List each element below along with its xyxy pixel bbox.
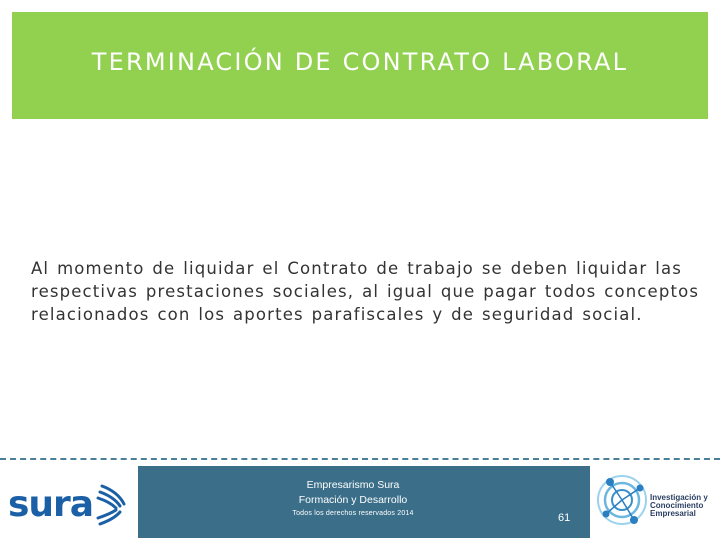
footer-line-2: Formación y Desarrollo: [298, 494, 408, 506]
research-logo-line-2: Conocimiento: [650, 501, 704, 510]
footer-copyright: Todos los derechos reservados 2014: [292, 510, 414, 517]
footer-line-1: Empresarismo Sura: [306, 479, 400, 491]
sura-logo-text: sura: [8, 484, 94, 525]
research-logo-line-3: Empresarial: [650, 509, 696, 518]
footer-divider: [0, 458, 720, 460]
footer-left: [0, 466, 138, 540]
research-logo-text: [650, 494, 720, 518]
page-number: 61: [558, 512, 571, 524]
footer-right: [590, 462, 720, 540]
slide-title: TERMINACIÓN DE CONTRATO LABORAL: [91, 47, 629, 76]
sura-logo-icon: [6, 478, 132, 528]
title-banner: [12, 12, 708, 119]
research-logo-line-1: Investigación y: [650, 493, 708, 502]
network-circles-icon: [594, 466, 654, 536]
slide-body-text: Al momento de liquidar el Contrato de trabajo se deben liquidar las respectivas prestaciones sociales, al igual que pagar todos conceptos relacionados con los aportes parafiscales y de seguridad social.: [31, 259, 700, 324]
footer-band: [138, 466, 590, 538]
